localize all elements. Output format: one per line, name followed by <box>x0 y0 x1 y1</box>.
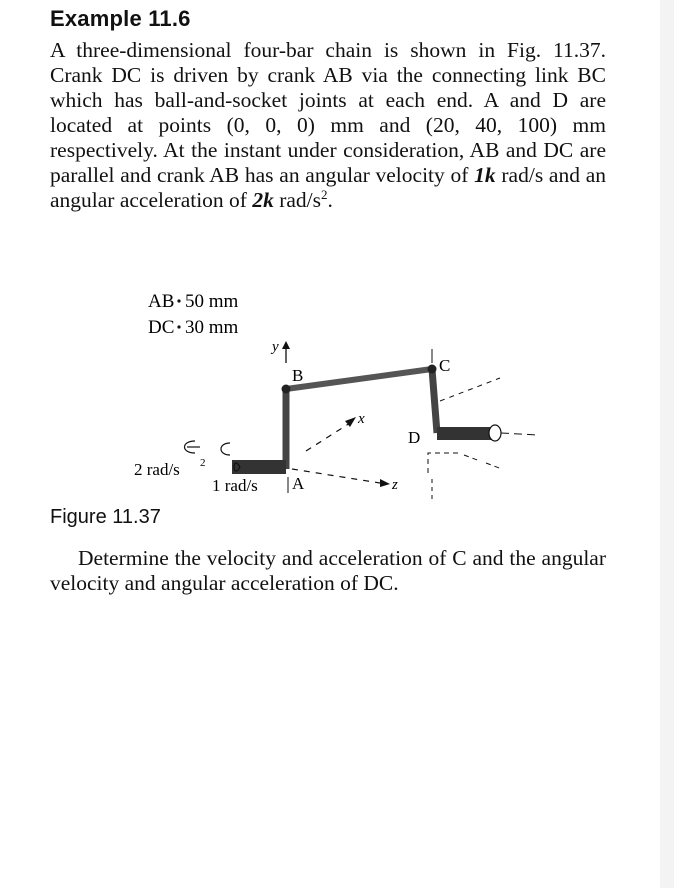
ab-dot <box>177 299 180 302</box>
point-d-label: D <box>408 428 421 447</box>
dc-value: 30 mm <box>185 317 239 338</box>
y-axis-arrow <box>282 341 290 349</box>
dc-label: DC <box>148 317 175 338</box>
dc-guide-dashed <box>440 378 500 401</box>
example-heading: Example 11.6 <box>50 6 191 31</box>
x-axis-arrow <box>345 417 356 427</box>
shaft-d <box>437 427 495 440</box>
problem-text-mid: rad/s and an angular acceleration of <box>50 163 606 212</box>
z-axis-line <box>292 469 380 483</box>
vel-label: 1 rad/s <box>212 476 258 495</box>
problem-end-dot: . <box>327 188 333 212</box>
crank-dc <box>432 369 437 433</box>
question-text: Determine the velocity and acceleration of C and the angular velocity and angular acceleration of DC. <box>50 546 606 595</box>
shaft-a <box>232 460 286 474</box>
x-axis-line <box>306 423 350 451</box>
page-edge-shadow <box>660 0 674 888</box>
point-c-label: C <box>439 356 451 375</box>
problem-unit-exponent: 2 <box>321 186 328 202</box>
joint-c <box>428 365 437 374</box>
problem-unit: rad/s <box>279 188 322 212</box>
point-a-label: A <box>292 474 305 493</box>
figure-caption: Figure 11.37 <box>50 506 161 528</box>
joint-b <box>282 385 291 394</box>
angular-velocity-vector: 1k <box>474 163 496 187</box>
z-axis-arrow <box>380 479 390 487</box>
angular-acceleration-vector: 2k <box>252 188 274 212</box>
dc-dot <box>177 325 180 328</box>
ab-label: AB <box>148 291 175 312</box>
vel-arc-icon <box>221 443 230 455</box>
four-bar-chain-figure <box>60 283 560 503</box>
shaft-d-end <box>489 425 501 441</box>
problem-statement <box>50 38 606 213</box>
z-axis-label: z <box>392 477 398 493</box>
x-axis-label: x <box>358 411 365 427</box>
d-reference-dashed <box>428 453 502 473</box>
ab-value: 50 mm <box>185 291 239 312</box>
problem-text-start: A three-dimensional four-bar chain is shown in Fig. 11.37. Crank DC is driven by crank AB via the connecting link BC which has ball-and-socket joints at each end. A and D are located at points (0, 0, 0) mm and (20, 40, 100) mm respectively. At the instant under consideration, AB and DC are parallel and crank AB has an angular velocity of <box>50 38 606 187</box>
accel-label: 2 rad/s <box>134 460 180 479</box>
accel-label-exponent: 2 <box>200 457 206 469</box>
link-bc <box>286 369 432 389</box>
d-axis-dashed <box>501 433 538 435</box>
point-b-label: B <box>292 366 304 385</box>
y-axis-label: y <box>272 339 279 355</box>
